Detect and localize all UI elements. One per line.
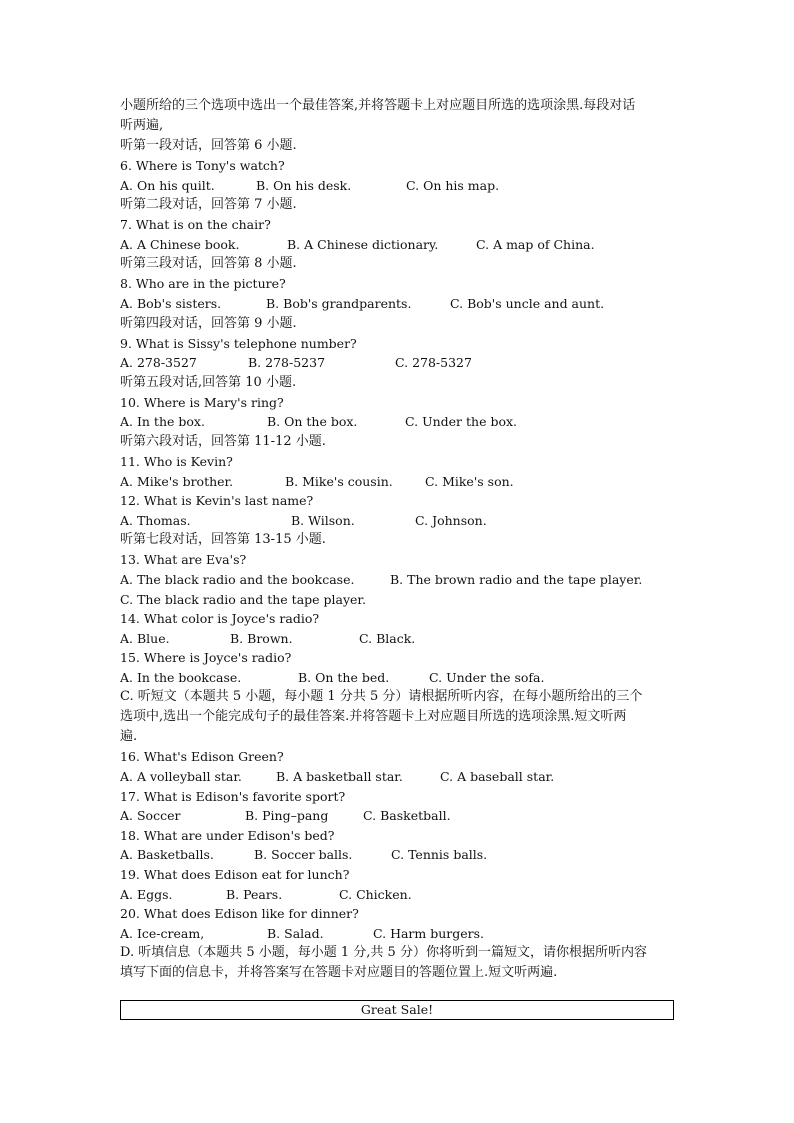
option-c: C. Black.: [359, 630, 416, 646]
answer-options: [120, 629, 675, 649]
questions-section-b: [120, 136, 675, 687]
dialogue-instruction: 听第一段对话，回答第 6 小题.: [120, 138, 297, 153]
answer-options: [120, 885, 675, 905]
question: 10. Where is Mary's ring?: [120, 394, 284, 410]
option-b: B. On the bed.: [298, 669, 390, 685]
option-b: B. Wilson.: [291, 512, 355, 528]
answer-options: [120, 353, 675, 373]
answer-options: [120, 511, 675, 531]
section-d-instructions: [120, 943, 675, 983]
dialogue-instruction: 听第三段对话，回答第 8 小题.: [120, 256, 297, 272]
question: 12. What is Kevin's last name?: [120, 493, 314, 509]
answer-options: [120, 472, 675, 492]
question: 9. What is Sissy's telephone number?: [120, 335, 357, 351]
option-b: B. Brown.: [230, 630, 293, 646]
document-body: [120, 96, 675, 983]
option-c: C. Bob's uncle and aunt.: [450, 295, 605, 311]
option-a: A. Blue.: [120, 630, 170, 646]
question: 16. What's Edison Green?: [120, 749, 284, 765]
dialogue-instruction: 听第六段对话，回答第 11-12 小题.: [120, 433, 326, 449]
instruction-line: 选项中,选出一个能完成句子的最佳答案.并将答题卡上对应题目所选的选项涂黑.短文听两: [120, 709, 627, 725]
option-a: A. Eggs.: [120, 886, 173, 902]
option-c: C. Chicken.: [339, 886, 412, 902]
option-a: A. In the box.: [120, 414, 205, 430]
option-a: A. On his quilt.: [120, 177, 215, 193]
option-c: C. Basketball.: [363, 808, 451, 824]
option-b: B. Soccer balls.: [254, 847, 353, 863]
option-c: C. Harm burgers.: [373, 925, 485, 941]
question: 15. Where is Joyce's radio?: [120, 650, 292, 666]
option-b: B. On the box.: [267, 414, 358, 430]
instruction-line: 遍.: [120, 729, 138, 745]
option-b: B. A Chinese dictionary.: [287, 236, 439, 252]
option-c: C. Johnson.: [415, 512, 487, 528]
question: 20. What does Edison like for dinner?: [120, 906, 359, 922]
option-b: B. A basketball star.: [276, 769, 403, 785]
dialogue-instruction: 听第五段对话,回答第 10 小题.: [120, 374, 297, 390]
option-c: C. A baseball star.: [440, 769, 555, 785]
option-c: C. Under the box.: [405, 414, 517, 430]
option-a: A. Basketballs.: [120, 847, 214, 863]
answer-options: [120, 176, 675, 196]
instruction-line: C. 听短文（本题共 5 小题，每小题 1 分共 5 分）请根据所听内容，在每小题所给出的三个: [120, 689, 643, 705]
question: 19. What does Edison eat for lunch?: [120, 867, 350, 883]
option-b: B. Bob's grandparents.: [266, 295, 412, 311]
option-b: B. Salad.: [267, 925, 324, 941]
intro-instructions: [120, 96, 675, 136]
answer-options: [120, 924, 675, 944]
answer-options: [120, 235, 675, 255]
option-a: A. Thomas.: [120, 512, 191, 528]
answer-options: [120, 412, 675, 432]
great-sale-box: [120, 1000, 674, 1020]
option-b: B. Ping–pang: [245, 808, 329, 824]
question: 7. What is on the chair?: [120, 217, 271, 233]
option-a: A. Ice-cream,: [120, 925, 205, 941]
option-b: B. On his desk.: [256, 177, 352, 193]
option-c: C. A map of China.: [476, 236, 595, 252]
answer-options: [120, 845, 675, 865]
instruction-line: 填写下面的信息卡，并将答案写在答题卡对应题目的答题位置上.短文听两遍.: [120, 965, 558, 981]
option-a: A. A Chinese book.: [120, 236, 240, 252]
answer-options: [120, 668, 675, 688]
option-a: A. In the bookcase.: [120, 669, 242, 685]
option-a: A. 278-3527: [120, 355, 197, 371]
great-sale-title: Great Sale!: [360, 1002, 434, 1017]
option-a: A. Bob's sisters.: [120, 295, 222, 311]
instruction-line: 小题所给的三个选项中选出一个最佳答案,并将答题卡上对应题目所选的选项涂黑.每段对话: [120, 98, 636, 113]
option-a: A. Soccer: [120, 808, 181, 824]
section-c-instructions: [120, 687, 675, 747]
instruction-line: 听两遍,: [120, 118, 164, 133]
questions-section-c: [120, 747, 675, 943]
question: 13. What are Eva's?: [120, 552, 247, 568]
dialogue-instruction: 听第七段对话，回答第 13-15 小题.: [120, 532, 326, 548]
question: 14. What color is Joyce's radio?: [120, 611, 320, 627]
option-b: B. The brown radio and the tape player.: [390, 571, 643, 587]
dialogue-instruction: 听第二段对话，回答第 7 小题.: [120, 197, 297, 213]
question: C. The black radio and the tape player.: [120, 591, 367, 607]
answer-options: [120, 294, 675, 314]
question: 18. What are under Edison's bed?: [120, 827, 335, 843]
option-c: C. Mike's son.: [425, 473, 514, 489]
option-b: B. 278-5237: [248, 355, 326, 371]
option-a: A. The black radio and the bookcase.: [120, 571, 355, 587]
option-c: C. On his map.: [406, 177, 500, 193]
answer-options: [120, 806, 675, 826]
option-c: C. Under the sofa.: [429, 669, 545, 685]
instruction-line: D. 听填信息（本题共 5 小题，每小题 1 分,共 5 分）你将听到一篇短文，请你根据所听内容: [120, 945, 647, 961]
option-c: C. 278-5327: [395, 355, 472, 371]
option-b: B. Pears.: [226, 886, 283, 902]
answer-options: [120, 767, 675, 787]
option-b: B. Mike's cousin.: [285, 473, 393, 489]
question: 17. What is Edison's favorite sport?: [120, 788, 346, 804]
dialogue-instruction: 听第四段对话，回答第 9 小题.: [120, 315, 297, 331]
question: 8. Who are in the picture?: [120, 276, 286, 292]
question: 11. Who is Kevin?: [120, 453, 233, 469]
option-a: A. Mike's brother.: [120, 473, 234, 489]
answer-options: [120, 570, 675, 590]
option-c: C. Tennis balls.: [391, 847, 488, 863]
option-a: A. A volleyball star.: [120, 769, 242, 785]
question: 6. Where is Tony's watch?: [120, 158, 285, 173]
